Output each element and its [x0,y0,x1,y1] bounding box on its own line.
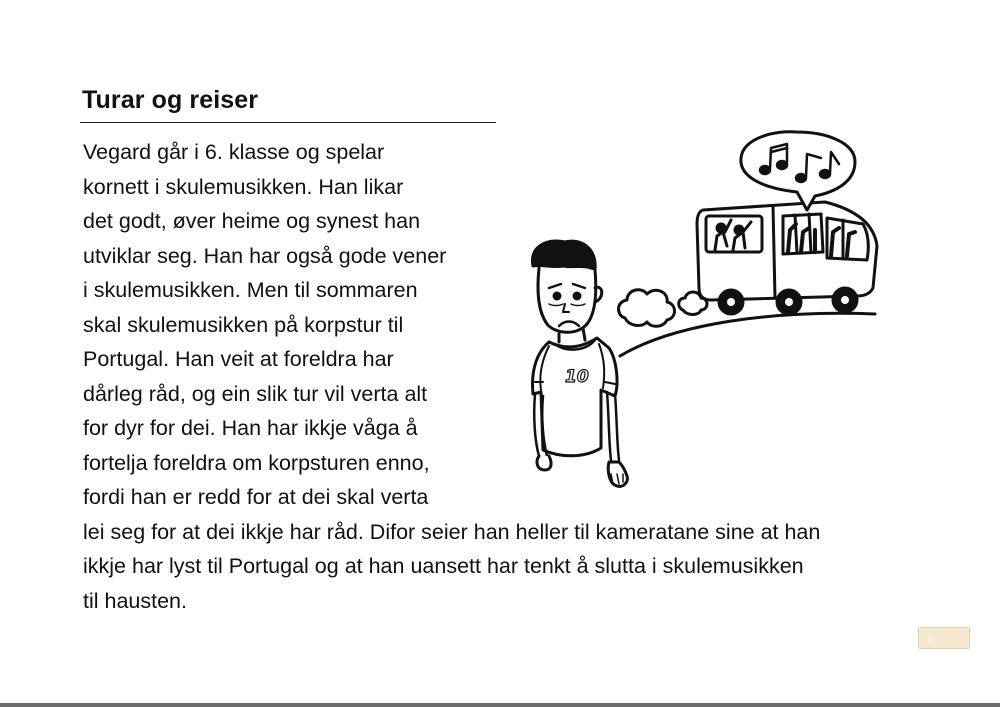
sad-boy-icon [532,241,627,486]
text-line: skal skulemusikken på korpstur til [83,312,404,337]
text-line: lei seg for at dei ikkje har råd. Difor seier han heller til kameratane sine at han [83,519,821,544]
text-line: Vegard går i 6. klasse og spelar [83,140,385,164]
text-line: det godt, øver heime og synest han [83,209,421,233]
text-line: ikkje har lyst til Portugal og at han uansett har tenkt å slutta i skulemusikken [83,554,804,578]
text-line: i skulemusikken. Men til sommaren [83,278,418,302]
text-line: fortelja foreldra om korpsturen enno, [83,450,430,475]
text-line: for dyr for dei. Han har ikkje våga å [83,416,418,440]
text-line: kornett i skulemusikken. Han likar [83,174,404,199]
text-line: utviklar seg. Han har også gode vener [83,243,447,268]
text-line: til hausten. [83,588,187,613]
music-speech-bubble-icon [741,132,855,210]
text-line: dårleg råd, og ein slik tur vil verta alt [83,381,428,406]
bus-icon [697,202,877,314]
shirt-number: 10 [565,367,589,387]
text-line: Portugal. Han veit at foreldra har [83,347,394,371]
text-line: fordi han er redd for at dei skal verta [83,485,429,509]
sad-boy-and-bus-illustration [525,128,890,490]
section-title: Turar og reiser [82,86,259,114]
page-number-badge: 2 [918,627,970,649]
bottom-edge-bar [0,703,1000,707]
title-underline [80,122,496,123]
exhaust-cloud-icon [619,290,675,327]
